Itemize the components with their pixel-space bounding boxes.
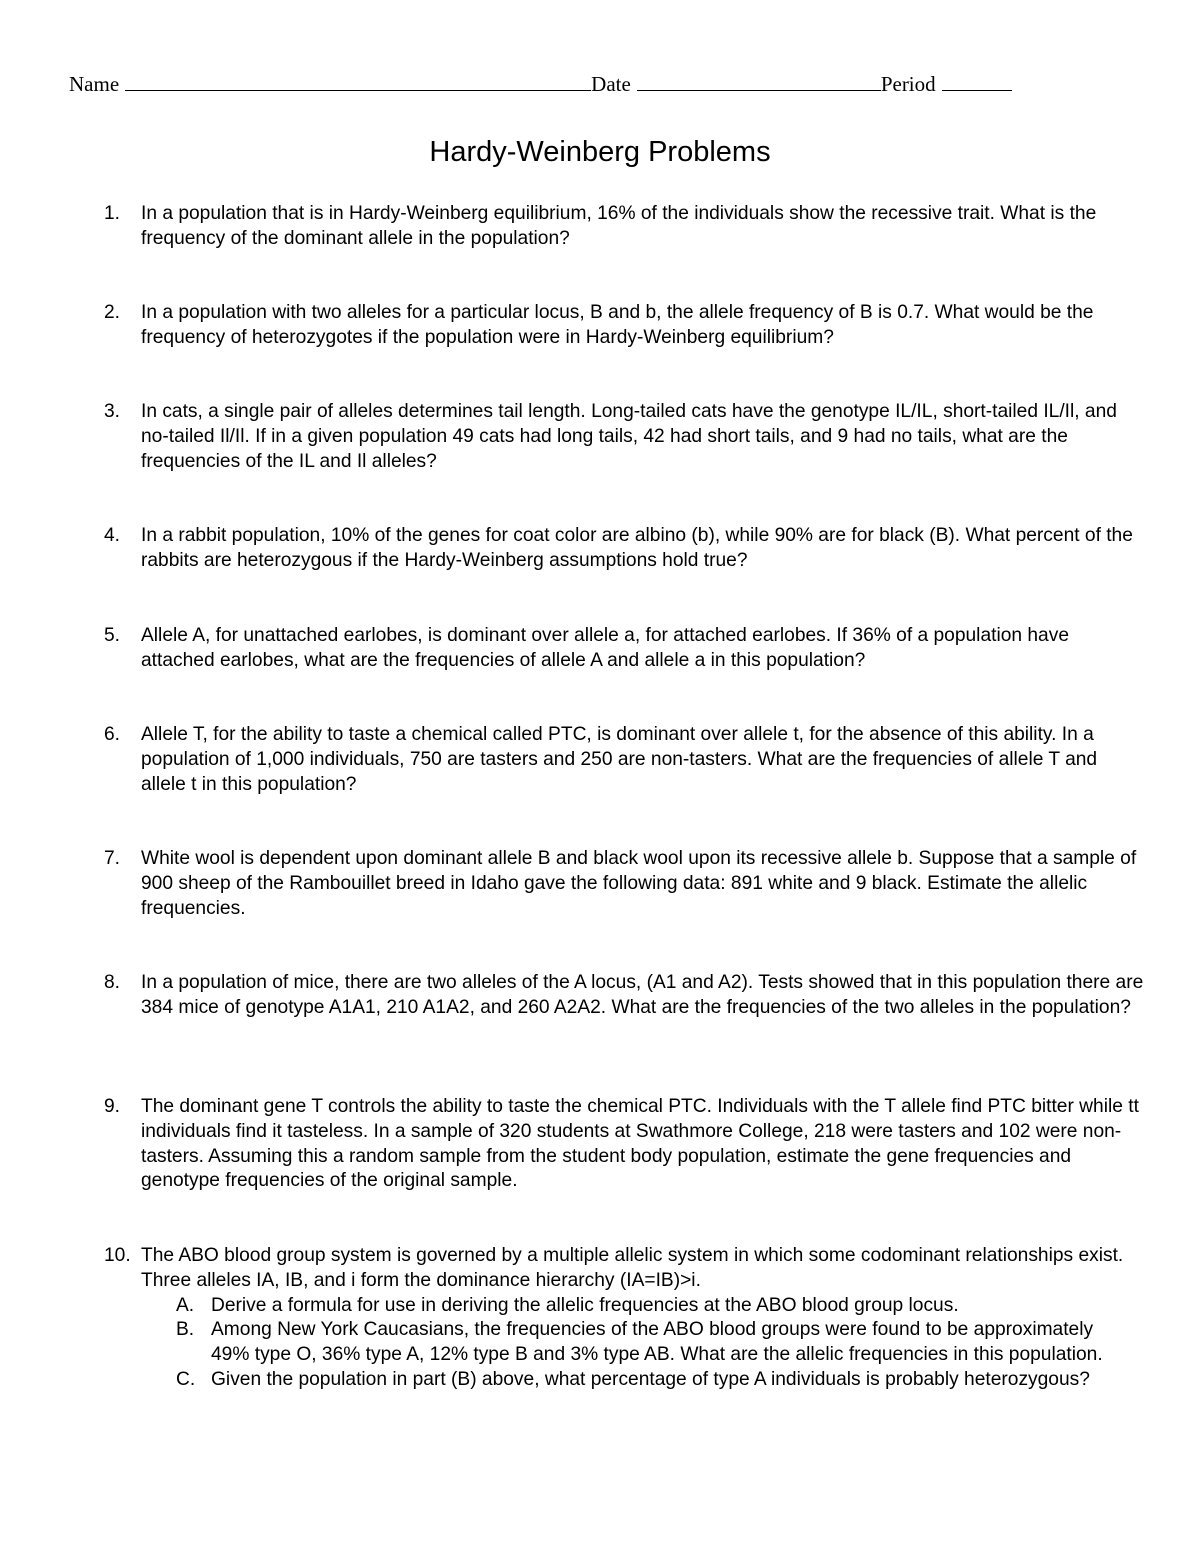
- question-text: In a population with two alleles for a particular locus, B and b, the allele frequency of B is 0.7. What would be the frequency of heterozygotes if the population were in Hardy-Weinberg equilibrium?: [141, 302, 1094, 348]
- question-10-part-b: [176, 1318, 1131, 1368]
- question-10-part-a: [176, 1294, 1131, 1319]
- question-text: White wool is dependent upon dominant allele B and black wool upon its recessive allele b. Suppose that a sample of 900 sheep of the Rambouillet breed in Idaho gave the following data: 891 white and 9 black. Estimate the allelic frequencies.: [141, 848, 1137, 919]
- question-text: Allele A, for unattached earlobes, is dominant over allele a, for attached earlobes. If 36% of a population have attached earlobes, what are the frequencies of allele A and allele a in this population?: [141, 625, 1069, 671]
- part-label: C.: [176, 1368, 196, 1390]
- question-text: The ABO blood group system is governed by a multiple allelic system in which some codominant relationships exist. Three alleles IA, IB, and i form the dominance hierarchy (IA=IB)>i.: [141, 1245, 1124, 1291]
- question-7: [104, 847, 1144, 921]
- name-blank-line[interactable]: [125, 72, 591, 91]
- question-text: The dominant gene T controls the ability to taste the chemical PTC. Individuals with the T allele find PTC bitter while tt individuals find it tasteless. In a sample of 320 students at Swathmore College, 218 were tasters and 102 were non-tasters. Assuming this a random sample from the student body population, estimate the gene frequencies and genotype frequencies of the original sample.: [141, 1096, 1139, 1192]
- question-text: In a rabbit population, 10% of the genes for coat color are albino (b), while 90% are for black (B). What percent of the rabbits are heterozygous if the Hardy-Weinberg assumptions hold true?: [141, 525, 1133, 571]
- question-5: [104, 624, 1144, 674]
- question-number: 1.: [104, 203, 121, 224]
- question-8: [104, 971, 1144, 1021]
- question-number: 4.: [104, 525, 121, 546]
- question-number: 9.: [104, 1096, 121, 1117]
- question-text: In cats, a single pair of alleles determines tail length. Long-tailed cats have the genotype IL/IL, short-tailed IL/Il, and no-tailed Il/Il. If in a given population 49 cats had long tails, 42 had short tails, and 9 had no tails, what are the frequencies of the IL and Il alleles?: [141, 401, 1117, 472]
- part-label: B.: [176, 1319, 195, 1341]
- date-blank-line[interactable]: [637, 72, 881, 91]
- date-label: Date: [591, 72, 631, 96]
- question-10-part-c: [176, 1368, 1131, 1393]
- question-1: [104, 202, 1144, 252]
- question-9: [104, 1095, 1144, 1194]
- question-number: 2.: [104, 302, 121, 323]
- question-number: 5.: [104, 625, 121, 646]
- question-text: In a population of mice, there are two alleles of the A locus, (A1 and A2). Tests showed that in this population there are 384 mice of genotype A1A1, 210 A1A2, and 260 A2A2. What are the frequencies of the two alleles in the population?: [141, 972, 1144, 1018]
- question-text: In a population that is in Hardy-Weinberg equilibrium, 16% of the individuals show the recessive trait. What is the frequency of the dominant allele in the population?: [141, 203, 1097, 249]
- question-text: Allele T, for the ability to taste a chemical called PTC, is dominant over allele t, for the absence of this ability. In a population of 1,000 individuals, 750 are tasters and 250 are non-tasters. What are the frequencies of allele T and allele t in this population?: [141, 724, 1098, 795]
- question-3: [104, 400, 1144, 474]
- question-number: 7.: [104, 848, 121, 869]
- part-text: Given the population in part (B) above, what percentage of type A individuals is probably heterozygous?: [211, 1368, 1090, 1390]
- period-blank-line[interactable]: [942, 72, 1012, 91]
- question-10: [104, 1244, 1144, 1393]
- question-number: 6.: [104, 724, 121, 745]
- question-number: 3.: [104, 401, 121, 422]
- question-2: [104, 301, 1144, 351]
- question-number: 8.: [104, 972, 121, 993]
- name-label: Name: [69, 72, 120, 96]
- part-label: A.: [176, 1294, 195, 1316]
- question-4: [104, 524, 1144, 574]
- header-fields: [69, 72, 1012, 97]
- part-text: Derive a formula for use in deriving the allelic frequencies at the ABO blood group locus.: [211, 1294, 959, 1316]
- period-label: Period: [880, 72, 936, 96]
- page-title: Hardy-Weinberg Problems: [429, 136, 771, 168]
- question-6: [104, 723, 1144, 797]
- question-number: 10.: [104, 1245, 131, 1266]
- part-text: Among New York Caucasians, the frequencies of the ABO blood groups were found to be approximately 49% type O, 36% type A, 12% type B and 3% type AB. What are the allelic frequencies in this population.: [211, 1319, 1103, 1366]
